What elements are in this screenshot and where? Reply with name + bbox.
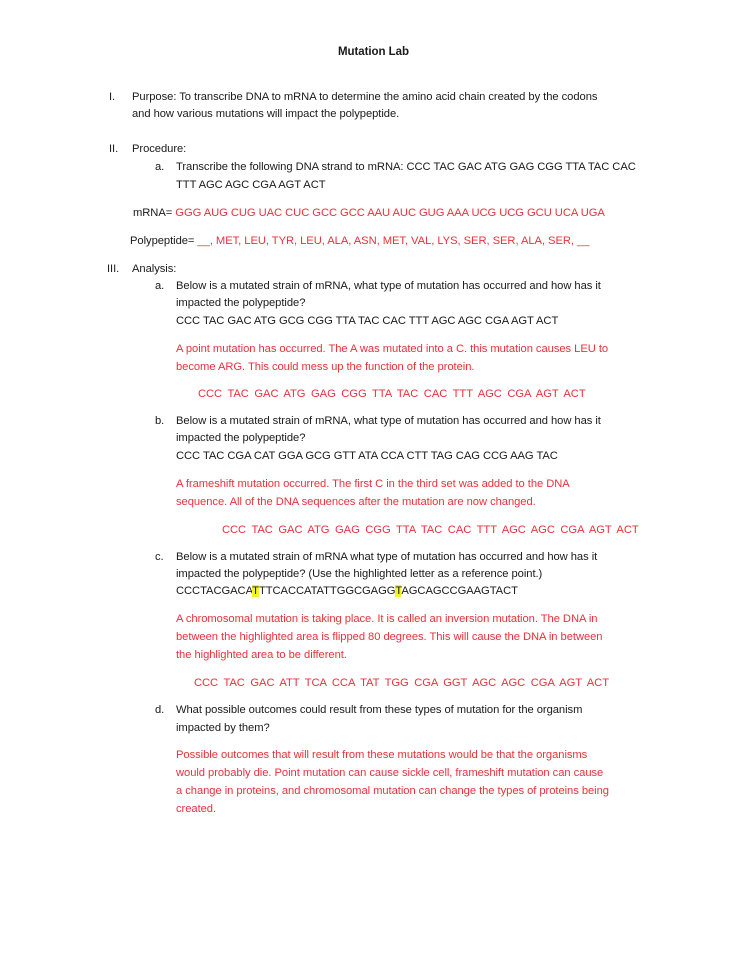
analysis-a-answer-2: become ARG. This could mess up the function of the protein. — [176, 361, 475, 373]
analysis-d-answer-1: Possible outcomes that will result from these mutations would be that the organisms — [176, 749, 588, 761]
analysis-heading: Analysis: — [132, 263, 177, 275]
analysis-a-sequence: CCC TAC GAC ATG GAG CGG TTA TAC CAC TTT AGC CGA AGT ACT — [198, 388, 586, 400]
polypeptide-value: __, MET, LEU, TYR, LEU, ALA, ASN, MET, VAL, LYS, SER, SER, ALA, SER, __ — [197, 235, 590, 247]
section-1-numeral: I. — [109, 91, 116, 103]
purpose-line-1: Purpose: To transcribe DNA to mRNA to determine the amino acid chain created by the codons — [132, 91, 598, 103]
analysis-a-question-1: Below is a mutated strain of mRNA, what type of mutation has occurred and how has it — [176, 280, 601, 292]
analysis-d-answer-2: would probably die. Point mutation can cause sickle cell, frameshift mutation can cause — [176, 767, 604, 779]
purpose-line-2: and how various mutations will impact the polypeptide. — [132, 108, 400, 120]
polypeptide-label: Polypeptide= — [130, 235, 195, 247]
analysis-c-letter: c. — [155, 551, 164, 563]
procedure-heading: Procedure: — [132, 143, 187, 155]
analysis-d-question-2: impacted by them? — [176, 722, 270, 734]
analysis-b-strand: CCC TAC CGA CAT GGA GCG GTT ATA CCA CTT TAG CAG CCG AAG TAC — [176, 450, 558, 462]
analysis-a-letter: a. — [155, 280, 165, 292]
analysis-d-answer-3: a change in proteins, and chromosomal mutation can change the types of proteins being — [176, 785, 609, 797]
analysis-b-answer-2: sequence. All of the DNA sequences after the mutation are now changed. — [176, 496, 536, 508]
analysis-c-question-2: impacted the polypeptide? (Use the highlighted letter as a reference point.) — [176, 568, 543, 580]
analysis-c-answer-3: the highlighted area to be different. — [176, 649, 347, 661]
highlight-marker-1: T — [252, 585, 259, 597]
procedure-a-letter: a. — [155, 161, 165, 173]
mrna-value: GGG AUG CUG UAC CUC GCC GCC AAU AUC GUG AAA UCG UCG GCU UCA UGA — [175, 207, 605, 219]
analysis-d-question-1: What possible outcomes could result from these types of mutation for the organism — [176, 704, 583, 716]
section-3-numeral: III. — [107, 263, 120, 275]
section-2-numeral: II. — [109, 143, 119, 155]
mrna-label: mRNA= — [133, 207, 173, 219]
analysis-b-question-1: Below is a mutated strain of mRNA, what type of mutation has occurred and how has it — [176, 415, 601, 427]
analysis-c-question-1: Below is a mutated strain of mRNA what type of mutation has occurred and how has it — [176, 551, 598, 563]
analysis-d-letter: d. — [155, 704, 165, 716]
analysis-d-answer-4: created. — [176, 803, 217, 815]
analysis-a-answer-1: A point mutation has occurred. The A was mutated into a C. this mutation causes LEU to — [176, 343, 609, 355]
procedure-a-line-1: Transcribe the following DNA strand to mRNA: CCC TAC GAC ATG GAG CGG TTA TAC CAC — [176, 161, 636, 173]
analysis-c-sequence: CCC TAC GAC ATT TCA CCA TAT TGG CGA GGT AGC AGC CGA AGT ACT — [194, 677, 609, 689]
analysis-b-question-2: impacted the polypeptide? — [176, 432, 306, 444]
analysis-a-question-2: impacted the polypeptide? — [176, 297, 306, 309]
analysis-c-strand: CCCTACGACATTTCACCATATTGGCGAGGTAGCAGCCGAAGTACT — [176, 585, 518, 597]
analysis-a-strand: CCC TAC GAC ATG GCG CGG TTA TAC CAC TTT AGC AGC CGA AGT ACT — [176, 315, 559, 327]
analysis-b-answer-1: A frameshift mutation occurred. The first C in the third set was added to the DNA — [176, 478, 570, 490]
analysis-c-answer-1: A chromosomal mutation is taking place. It is called an inversion mutation. The DNA in — [176, 613, 598, 625]
polypeptide-line — [130, 232, 589, 250]
highlight-marker-2: T — [395, 585, 402, 597]
analysis-b-sequence: CCC TAC GAC ATG GAG CGG TTA TAC CAC TTT AGC AGC CGA AGT ACT — [222, 524, 639, 536]
mrna-line — [133, 204, 605, 222]
procedure-a-line-2: TTT AGC AGC CGA AGT ACT — [176, 179, 326, 191]
document-title: Mutation Lab — [338, 46, 409, 58]
analysis-b-letter: b. — [155, 415, 165, 427]
analysis-c-answer-2: between the highlighted area is flipped 80 degrees. This will cause the DNA in between — [176, 631, 603, 643]
